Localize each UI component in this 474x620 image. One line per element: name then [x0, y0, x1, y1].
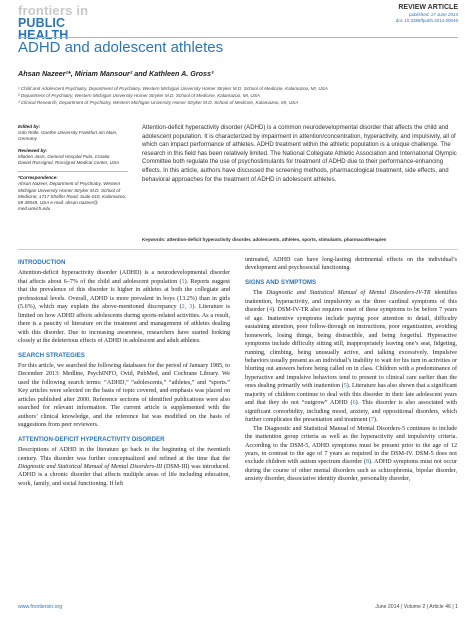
text-run: (DSM-III) was introduced. ADHD is a chronic disorder that affects multiple areas of life including education, work, family, and social functioning. If left: [18, 463, 230, 487]
article-title: ADHD and adolescent athletes: [18, 39, 224, 56]
abstract: Attention-deficit hyperactivity disorder (ADHD) is a common neurodevelopmental disorder that affects the child and adolescent population. It is characterized by impairment in attention/concentration, hyperactivity, and impulsivity, all of which can impact performance of athletes. ADHD treatment within the athletic population is a unique challenge. The research in this field has been relatively limited. The National Collegiate Athletic Association and International Olympic Committee both regulate the use of psychostimulants for treatment of ADHD due to their performance-enhancing effects. In this article, authors have discussed the screening methods, pharmacological treatment, side effects, and behavioral approaches for the treatment of ADHD in adolescent athletes.: [142, 125, 457, 183]
paragraph-signs-symptoms-1: [245, 289, 457, 424]
editor: Gdo Rolle, Goethe University Frankfurt am Main, Germany: [18, 130, 118, 142]
citation-link[interactable]: 6: [352, 400, 356, 407]
author-list: Ahsan Nazeer¹*, Miriam Mansour² and Kathleen A. Gross³: [18, 69, 214, 78]
paragraph-search-strategies: For this article, we searched the following databases for the period of January 1985, to December 2013: Medline, PsychINFO, Ovid, PubMed, and Cochrane Library. We used the following search terms: “ADHD,” “adolescents,” “athletes,” and “sports.” Key articles were selected on the basis of topic covered, and emphasis was placed on articles published after 2000. Reference sections of identified publications were also searched for relevant information. The current article is supplemented with the authors’ clinical knowledge, and the reference list was modified on the basis of suggestions from peer reviewers.: [18, 362, 230, 429]
affiliation-3: ³ Clinical Research, Department of Psychiatry, Western Michigan University Homer Stryker M.D. School of Medicine, Kalamazoo, MI, USA: [18, 100, 299, 105]
article-type: REVIEW ARTICLE: [398, 4, 458, 11]
text-run: The: [253, 290, 267, 297]
section-heading-search-strategies: SEARCH STRATEGIES: [18, 351, 85, 359]
citation-link[interactable]: 2, 3: [181, 304, 193, 311]
citation-link[interactable]: 8: [366, 459, 370, 466]
published-date: published: 17 June 2014: [408, 12, 458, 17]
edited-by-label: Edited by:: [18, 124, 41, 129]
section-heading-adhd: ATTENTION-DEFICIT HYPERACTIVITY DISORDER: [18, 435, 165, 443]
correspondence-details: Ahsan Nazeer, Department of Psychiatry, Western Michigan University Homer Stryker M.D. School of Medicine, 1717 Shaffer Road, Suite 010, Kalamazoo, MI 49048, USA e-mail: ahsan.nazeer@ med.wmich.edu: [18, 181, 127, 212]
section-heading-introduction: INTRODUCTION: [18, 259, 66, 266]
text-run: ). ADHD symptoms must not occur during the course of other mental disorders such as schizophrenia, bipolar disorder, anxiety disorder, dissociative identity disorder, personality disorder,: [245, 459, 457, 483]
text-run-italic: Diagnostic and Statistical Manual of Mental Disorders-IV-TR: [266, 290, 431, 297]
body-column-right: [245, 256, 457, 484]
journal-website-link[interactable]: www.frontiersin.org: [18, 604, 63, 610]
text-run-italic: Diagnostic and Statistical Manual of Mental Disorders-III: [18, 463, 163, 470]
reviewer-2: Daniel Rossignol, Rossignol Medical Center, USA: [18, 160, 120, 166]
citation-link[interactable]: 1: [181, 278, 185, 285]
journal-name-line2: PUBLIC HEALTH: [18, 16, 69, 42]
keywords-list: attention-deficit hyperactivity disorder, adolescents, athletes, sports, stimulants, pharmacotherapies: [166, 237, 387, 242]
citation-link[interactable]: 4: [268, 307, 273, 314]
text-run: ). Reports suggest that the prevalence of this disorder is higher in athletes at both the collegiate and professional levels. Overall, ADHD is more prevalent in boys (13.2%) than in girls (5.6%), which may explain the above-mentioned discrepancy (: [18, 278, 230, 311]
keywords-label: Keywords:: [142, 237, 166, 242]
doi[interactable]: doi: 10.3389/fpubh.2014.00046: [395, 17, 458, 23]
text-run: Attention-deficit hyperactivity disorder (ADHD) is a neurodevelopmental disorder that affects about 6–7% of the child and adolescent population (: [18, 270, 230, 285]
citation-link[interactable]: 7: [370, 417, 374, 424]
text-run: ).: [373, 417, 378, 424]
reviewer-1: Mladen Jasic, General Hospital Pula, Croatia: [18, 153, 110, 159]
paragraph-signs-symptoms-2: [245, 425, 457, 484]
text-run: ). This disorder is also associated with significant comorbidity, including mood, anxiety, and oppositional disorders, which further complicates the presentation and treatment (: [245, 400, 457, 424]
abstract-divider: [18, 249, 458, 250]
journal-name-line1: frontiers in: [18, 3, 89, 18]
paragraph-introduction: [18, 269, 230, 345]
text-run: identifies inattention, hyperactivity, and impulsivity as the three cardinal symptoms of this disorder (: [245, 290, 458, 314]
journal-logo: [18, 5, 98, 41]
paragraph-continued: untreated, ADHD can have long-lasting detrimental effects on the individual’s development and psychosocial functioning.: [245, 257, 457, 272]
section-heading-signs-symptoms: SIGNS AND SYMPTOMS: [245, 278, 317, 286]
citation-link[interactable]: 5: [343, 383, 347, 390]
affiliation-2: ² Department of Psychiatry, Western Michigan University Homer Stryker M.D. School of Medicine, Kalamazoo, MI, USA: [18, 93, 260, 98]
text-run: ). Literature is limited on how ADHD affects adolescents during sports-related activities. As a result, there is a paucity of literature on the treatment and management of athletes dealing with this disorder. Due to increasing awareness, researchers have started looking closely at the deleterious effects of ADHD in adolescent and adult athletes.: [18, 304, 231, 345]
text-run: ). Literature has also shown that a significant majority of children continue to deal with this disorder in their late adolescent years and that they do not “outgrow” ADHD (: [245, 383, 458, 407]
issue-info: June 2014 | Volume 2 | Article 46 | 1: [375, 604, 458, 610]
affiliation-1: ¹ Child and Adolescent Psychiatry, Department of Psychiatry, Western Michigan University Homer Stryker M.D. School of Medicine, Kalamazoo, MI, USA: [18, 86, 328, 91]
body-column-left: [18, 256, 230, 488]
article-meta: [396, 4, 458, 23]
header-divider: [18, 37, 458, 38]
text-run: ). DSM-IV-TR also requires onset of these symptoms to be before 7 years of age. Inattentive symptoms include paying poor attention to detail, difficulty sustaining attention, poor follow-through on instructions, poor organization, avoiding homework, losing things, being distractible, and being forgetful. Hyperactive symptoms include difficulty sitting still, inappropriately leaving one’s seat, fidgeting, running, climbing, being unusually active, and talking excessively. Impulsive behaviors usually present as an individual’s inability to wait for his turn in activities or blurting out answers before being called on in class. Children with a predominance of hyperactive and impulsive behaviors tend to present to clinical care earlier than the ones dealing primarily with inattention (: [245, 307, 457, 390]
reviewed-by-label: Reviewed by:: [18, 147, 48, 153]
correspondence-label: *Correspondence:: [18, 175, 58, 181]
sidebar-divider: [18, 171, 128, 172]
editorial-sidebar: [18, 124, 128, 217]
keywords: [142, 237, 460, 243]
text-run: Descriptions of ADHD in the literature go back to the beginning of the twentieth century. This disorder was further conceptualized and refined at the time that the: [18, 447, 230, 462]
text-run: The Diagnostic and Statistical Manual of Mental Disorders-5 continues to include the inattention group criteria as well as the hyperactivity and impulsivity criteria. According to the DSM-5, ADHD symptoms must be present prior to the age of 12 years, in contrast to the age of 7 years as required in the DSM-IV. DSM-5 does not exclude children with autism spectrum disorder (: [245, 425, 457, 466]
paragraph-adhd: [18, 446, 230, 488]
